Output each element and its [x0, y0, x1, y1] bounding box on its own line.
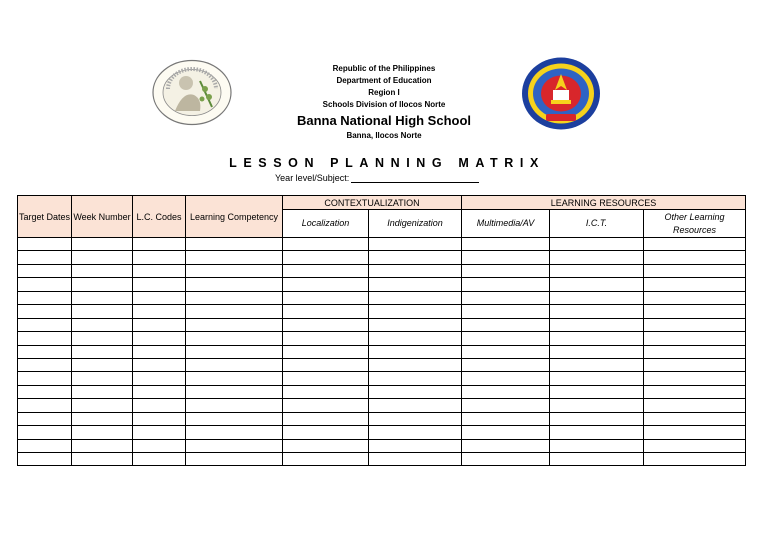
table-row [18, 439, 746, 452]
table-cell[interactable] [644, 305, 746, 318]
header-region: Region I [368, 88, 400, 97]
table-cell[interactable] [369, 291, 462, 304]
table-cell[interactable] [550, 385, 644, 398]
lesson-planning-table [17, 195, 746, 466]
table-cell[interactable] [133, 238, 186, 251]
table-cell[interactable] [283, 278, 369, 291]
table-cell[interactable] [369, 345, 462, 358]
table-cell[interactable] [133, 291, 186, 304]
table-row [18, 305, 746, 318]
table-cell[interactable] [72, 278, 133, 291]
table-cell[interactable] [550, 291, 644, 304]
table-cell[interactable] [550, 426, 644, 439]
col-header-localization: Localization [283, 210, 369, 238]
table-cell[interactable] [133, 385, 186, 398]
table-cell[interactable] [644, 291, 746, 304]
table-cell[interactable] [72, 453, 133, 466]
table-cell[interactable] [550, 318, 644, 331]
table-cell[interactable] [186, 278, 283, 291]
table-cell[interactable] [369, 251, 462, 264]
group-header-contextualization: CONTEXTUALIZATION [283, 196, 462, 210]
table-cell[interactable] [186, 399, 283, 412]
table-cell[interactable] [644, 238, 746, 251]
table-row [18, 278, 746, 291]
table-cell[interactable] [133, 305, 186, 318]
table-cell[interactable] [133, 278, 186, 291]
table-cell[interactable] [462, 399, 550, 412]
table-cell[interactable] [550, 238, 644, 251]
table-cell[interactable] [644, 251, 746, 264]
table-cell[interactable] [369, 305, 462, 318]
table-cell[interactable] [369, 238, 462, 251]
table-cell[interactable] [186, 385, 283, 398]
table-cell[interactable] [550, 264, 644, 277]
table-cell[interactable] [550, 251, 644, 264]
table-cell[interactable] [18, 345, 72, 358]
table-row [18, 426, 746, 439]
table-cell[interactable] [369, 372, 462, 385]
table-cell[interactable] [283, 238, 369, 251]
table-cell[interactable] [462, 264, 550, 277]
table-cell[interactable] [462, 332, 550, 345]
table-cell[interactable] [72, 345, 133, 358]
table-cell[interactable] [18, 399, 72, 412]
table-row [18, 251, 746, 264]
table-cell[interactable] [18, 412, 72, 425]
table-cell[interactable] [133, 332, 186, 345]
table-cell[interactable] [462, 345, 550, 358]
table-cell[interactable] [72, 305, 133, 318]
table-cell[interactable] [644, 358, 746, 371]
table-cell[interactable] [644, 385, 746, 398]
table-row [18, 453, 746, 466]
table-cell[interactable] [283, 345, 369, 358]
table-cell[interactable] [72, 385, 133, 398]
table-row [18, 372, 746, 385]
table-cell[interactable] [72, 264, 133, 277]
table-cell[interactable] [283, 305, 369, 318]
table-cell[interactable] [72, 412, 133, 425]
table-cell[interactable] [550, 439, 644, 452]
table-row [18, 412, 746, 425]
table-cell[interactable] [369, 399, 462, 412]
table-cell[interactable] [186, 439, 283, 452]
table-cell[interactable] [186, 426, 283, 439]
table-cell[interactable] [133, 399, 186, 412]
table-cell[interactable] [283, 412, 369, 425]
table-cell[interactable] [550, 412, 644, 425]
header-division: Schools Division of Ilocos Norte [322, 100, 446, 109]
table-cell[interactable] [18, 278, 72, 291]
table-cell[interactable] [18, 453, 72, 466]
col-header-week-number: Week Number [72, 196, 133, 238]
table-cell[interactable] [462, 318, 550, 331]
year-level-blank[interactable] [351, 173, 479, 183]
table-cell[interactable] [18, 439, 72, 452]
table-cell[interactable] [72, 291, 133, 304]
table-cell[interactable] [644, 372, 746, 385]
table-cell[interactable] [72, 238, 133, 251]
table-row [18, 385, 746, 398]
table-cell[interactable] [72, 251, 133, 264]
school-seal-logo [520, 56, 602, 131]
table-cell[interactable] [550, 345, 644, 358]
table-cell[interactable] [283, 372, 369, 385]
table-cell[interactable] [550, 372, 644, 385]
table-cell[interactable] [462, 305, 550, 318]
table-cell[interactable] [644, 278, 746, 291]
table-cell[interactable] [369, 358, 462, 371]
table-cell[interactable] [283, 264, 369, 277]
table-cell[interactable] [644, 318, 746, 331]
table-cell[interactable] [133, 264, 186, 277]
table-cell[interactable] [186, 251, 283, 264]
table-cell[interactable] [462, 426, 550, 439]
table-cell[interactable] [186, 453, 283, 466]
table-cell[interactable] [72, 439, 133, 452]
table-cell[interactable] [72, 318, 133, 331]
table-cell[interactable] [550, 305, 644, 318]
table-cell[interactable] [283, 385, 369, 398]
table-cell[interactable] [133, 412, 186, 425]
year-level-label: Year level/Subject: [275, 173, 350, 183]
table-row [18, 291, 746, 304]
table-cell[interactable] [18, 332, 72, 345]
col-header-ict: I.C.T. [550, 210, 644, 238]
table-cell[interactable] [644, 453, 746, 466]
header-department: Department of Education [336, 76, 432, 85]
table-row [18, 238, 746, 251]
table-row [18, 358, 746, 371]
table-cell[interactable] [283, 426, 369, 439]
table-cell[interactable] [283, 453, 369, 466]
table-cell[interactable] [283, 358, 369, 371]
header-location: Banna, Ilocos Norte [346, 131, 422, 140]
table-cell[interactable] [283, 251, 369, 264]
table-cell[interactable] [18, 238, 72, 251]
col-header-multimedia: Multimedia/AV [462, 210, 550, 238]
table-row [18, 264, 746, 277]
table-cell[interactable] [133, 372, 186, 385]
table-cell[interactable] [18, 358, 72, 371]
table-cell[interactable] [186, 238, 283, 251]
table-cell[interactable] [462, 439, 550, 452]
table-cell[interactable] [72, 332, 133, 345]
table-cell[interactable] [369, 318, 462, 331]
table-cell[interactable] [18, 251, 72, 264]
col-header-target-dates: Target Dates [18, 196, 72, 238]
table-row [18, 345, 746, 358]
table-cell[interactable] [18, 305, 72, 318]
table-cell[interactable] [462, 358, 550, 371]
table-cell[interactable] [369, 412, 462, 425]
group-header-learning-resources: LEARNING RESOURCES [462, 196, 746, 210]
table-cell[interactable] [644, 426, 746, 439]
table-cell[interactable] [550, 278, 644, 291]
header-republic: Republic of the Philippines [332, 64, 436, 73]
table-cell[interactable] [369, 385, 462, 398]
table-cell[interactable] [369, 278, 462, 291]
table-cell[interactable] [186, 264, 283, 277]
col-header-other-resources: Other Learning Resources [644, 210, 746, 238]
table-cell[interactable] [72, 372, 133, 385]
year-level-subject-line [275, 173, 479, 183]
table-cell[interactable] [72, 399, 133, 412]
table-cell[interactable] [72, 358, 133, 371]
col-header-lc-codes: L.C. Codes [133, 196, 186, 238]
table-cell[interactable] [18, 426, 72, 439]
table-cell[interactable] [18, 318, 72, 331]
table-cell[interactable] [133, 318, 186, 331]
table-cell[interactable] [550, 332, 644, 345]
table-row [18, 318, 746, 331]
col-header-learning-competency: Learning Competency [186, 196, 283, 238]
table-cell[interactable] [186, 305, 283, 318]
table-cell[interactable] [133, 453, 186, 466]
table-cell[interactable] [186, 332, 283, 345]
table-cell[interactable] [644, 264, 746, 277]
table-cell[interactable] [369, 453, 462, 466]
table-cell[interactable] [462, 291, 550, 304]
table-cell[interactable] [133, 426, 186, 439]
table-cell[interactable] [186, 345, 283, 358]
table-cell[interactable] [18, 291, 72, 304]
table-cell[interactable] [18, 264, 72, 277]
table-cell[interactable] [133, 439, 186, 452]
table-cell[interactable] [283, 291, 369, 304]
school-name: Banna National High School [296, 113, 472, 128]
table-row [18, 332, 746, 345]
table-cell[interactable] [644, 399, 746, 412]
table-cell[interactable] [283, 332, 369, 345]
table-cell[interactable] [18, 372, 72, 385]
col-header-indigenization: Indigenization [369, 210, 462, 238]
table-cell[interactable] [186, 318, 283, 331]
table-body [18, 238, 746, 466]
table-cell[interactable] [133, 358, 186, 371]
table-cell[interactable] [283, 439, 369, 452]
table-cell[interactable] [462, 372, 550, 385]
table-cell[interactable] [369, 332, 462, 345]
table-cell[interactable] [283, 399, 369, 412]
table-cell[interactable] [550, 453, 644, 466]
table-cell[interactable] [644, 412, 746, 425]
table-cell[interactable] [550, 399, 644, 412]
table-cell[interactable] [186, 412, 283, 425]
table-cell[interactable] [462, 453, 550, 466]
table-cell[interactable] [644, 439, 746, 452]
table-cell[interactable] [72, 426, 133, 439]
table-cell[interactable] [133, 345, 186, 358]
table-cell[interactable] [369, 439, 462, 452]
table-row [18, 399, 746, 412]
table-cell[interactable] [186, 358, 283, 371]
table-cell[interactable] [462, 278, 550, 291]
table-cell[interactable] [644, 345, 746, 358]
table-cell[interactable] [133, 251, 186, 264]
table-cell[interactable] [462, 251, 550, 264]
table-cell[interactable] [369, 264, 462, 277]
table-cell[interactable] [283, 318, 369, 331]
table-cell[interactable] [550, 358, 644, 371]
document-title: LESSON PLANNING MATRIX [229, 156, 545, 170]
table-cell[interactable] [186, 291, 283, 304]
table-cell[interactable] [186, 372, 283, 385]
table-cell[interactable] [462, 412, 550, 425]
table-cell[interactable] [462, 385, 550, 398]
table-cell[interactable] [462, 238, 550, 251]
table-cell[interactable] [18, 385, 72, 398]
table-cell[interactable] [644, 332, 746, 345]
table-cell[interactable] [369, 426, 462, 439]
